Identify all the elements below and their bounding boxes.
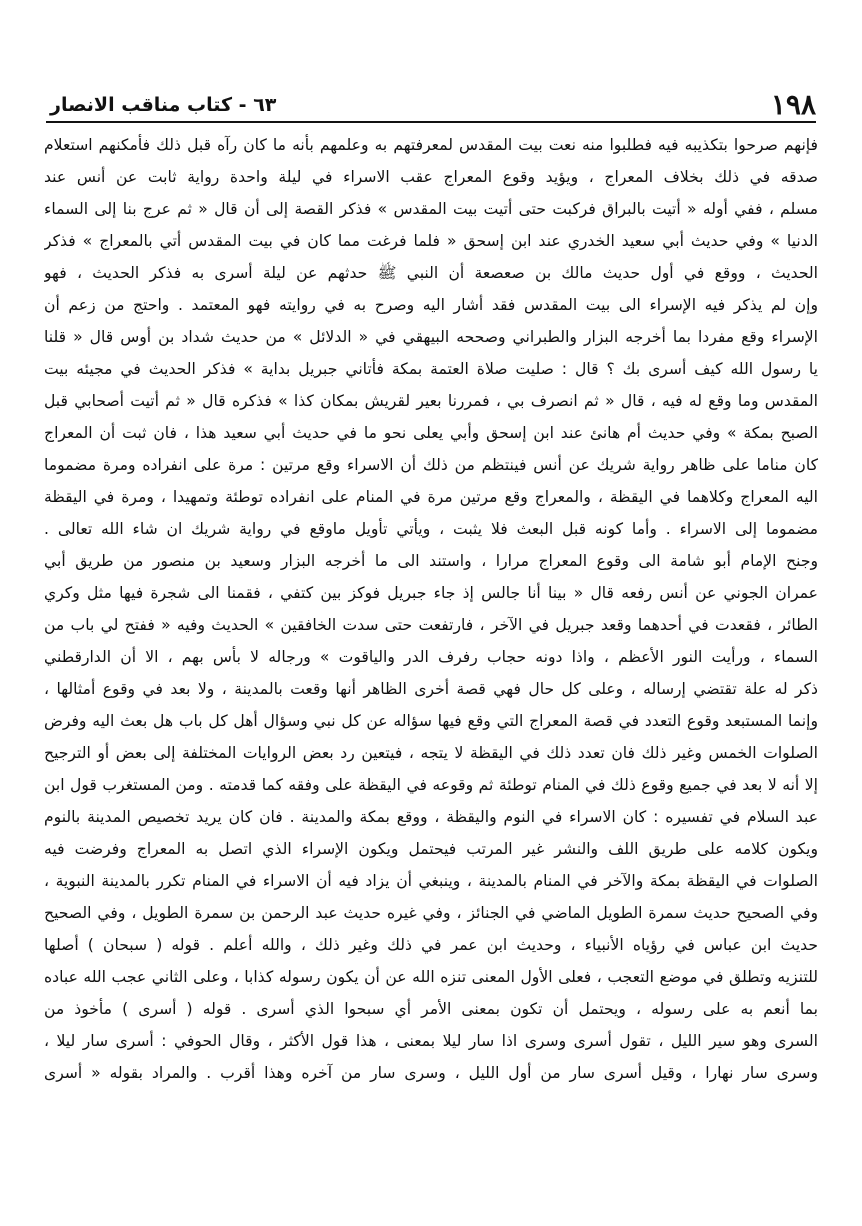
- body-text: [44, 129, 818, 1089]
- text-line: الحديث ، ووقع في أول حديث مالك بن صعصعة أن النبي ﷺ حدثهم عن ليلة أسرى به فذكر الحديث ، فهو: [44, 264, 818, 282]
- text-line: السرى وهو سير الليل ، تقول أسرى وسرى اذا سار ليلا بمعنى ، هذا قول الأكثر ، وقال الحوفي : أسرى سار ليلا ،: [44, 1032, 818, 1050]
- text-line: الصلوات الخمس وغير ذلك فان تعدد ذلك في اليقظة لا يتجه ، فيتعين رد بعض الروايات المختلفة إلى بعض أو الترجيح: [44, 744, 818, 762]
- text-line: كان مناما على ظاهر رواية شريك عن أنس فينتظم من ذلك أن الاسراء وقع مرتين : مرة على انفراده ومرة مضموما: [44, 456, 818, 474]
- text-line: الدنيا » وفي حديث أبي سعيد الخدري عند ابن إسحق « فلما فرغت مما كان في بيت المقدس أتي بالمعراج » فذكر: [44, 232, 818, 250]
- header-rule: [46, 121, 816, 123]
- text-line: الطائر ، فقعدت في أحدهما وقعد جبريل في الآخر ، فارتفعت حتى سدت الخافقين » الحديث وفيه « ففتح لي باب من: [44, 616, 818, 634]
- text-line: السماء ، ورأيت النور الأعظم ، واذا دونه حجاب رفرف الدر والياقوت » ورجاله لا بأس بهم ، الا أن الدارقطني: [44, 648, 818, 666]
- text-line: وجنح الإمام أبو شامة الى وقوع المعراج مرارا ، واستند الى ما أخرجه البزار وسعيد بن منصور من طريق أبي: [44, 552, 818, 570]
- running-title: ٦٣ - كتاب مناقب الانصار: [50, 94, 277, 116]
- text-line: إلا أنه لا بعد في جميع وقوع ذلك في المنام توطئة ثم وقوعه في اليقظة على وفقه كما قدمته . ومن المستغرب قول ابن: [44, 776, 818, 794]
- text-line: للتنزيه وتطلق في موضع التعجب ، فعلى الأول المعنى تنزه الله عن أن يكون رسوله كذابا ، وعلى الثاني عجب الله عباده: [44, 968, 818, 986]
- text-line: صدقه في ذلك بخلاف المعراج ، ويؤيد وقوع المعراج عقب الاسراء في ليلة واحدة رواية ثابت عن أنس عند: [44, 168, 818, 186]
- text-line: الصبح بمكة » وفي حديث أم هانئ عند ابن إسحق وأبي يعلى نحو ما في حديث أبي سعيد هذا ، فان ثبت أن المعراج: [44, 424, 818, 442]
- text-line: الصلوات في اليقظة بمكة والآخر في المنام بالمدينة ، وينبغي أن يزاد فيه أن الاسراء في المنام تكرر بالمدينة النبوية ،: [44, 872, 818, 890]
- text-line: مسلم ، ففي أوله « أتيت بالبراق فركبت حتى أتيت بيت المقدس » فذكر القصة إلى أن قال « ثم عرج بنا إلى السماء: [44, 200, 818, 218]
- text-line: وسرى سار نهارا ، وقيل أسرى سار من أول الليل ، وسرى سار من آخره وهذا أقرب . والمراد بقوله « أسرى: [44, 1064, 818, 1082]
- text-line: وإن لم يذكر فيه الإسراء الى بيت المقدس فقد أشار اليه وصرح به في روايته فهو المعتمد . واحتج من زعم أن: [44, 296, 818, 314]
- text-line: وإنما المستبعد وقوع التعدد في قصة المعراج التي وقع فيها سؤاله عن كل نبي وسؤال أهل كل باب هل بعث اليه وفرض: [44, 712, 818, 730]
- text-line: فإنهم صرحوا بتكذيبه فيه فطلبوا منه نعت بيت المقدس لمعرفتهم به وعلمهم بأنه ما كان رآه قبل ذلك فأمكنهم استعلام: [44, 136, 818, 154]
- text-line: الإسراء وقع مفردا بما أخرجه البزار والطبراني وصححه البيهقي في « الدلائل » من حديث شداد بن أوس قال « قلنا: [44, 328, 818, 346]
- text-line: ذكر له علة تقتضي إرساله ، وعلى كل حال فهي قصة أخرى الظاهر أنها وقعت بالمدينة ، ولا بعد في وقوع أمثالها ،: [44, 680, 818, 698]
- text-line: بما أنعم به على رسوله ، ويحتمل أن تكون بمعنى الأمر أي سبحوا الذي أسرى . قوله ( أسرى ) مأخوذ من: [44, 1000, 818, 1018]
- text-line: عبد السلام في تفسيره : كان الاسراء في النوم واليقظة ، ووقع بمكة والمدينة . فان كان يريد تخصيص المدينة بالنوم: [44, 808, 818, 826]
- text-line: يا رسول الله كيف أسرى بك ؟ قال : صليت صلاة العتمة بمكة فأتاني جبريل بداية » فذكر الحديث في مجيئه بيت: [44, 360, 818, 378]
- text-line: عمران الجوني عن أنس رفعه قال « بينا أنا جالس إذ جاء جبريل فوكز بين كتفي ، فقمنا الى شجرة فيها مثل وكري: [44, 584, 818, 602]
- text-line: مضموما إلى الاسراء . وأما كونه قبل البعث فلا يثبت ، ويأتي تأويل ماوقع في رواية شريك ان شاء الله تعالى .: [44, 520, 818, 538]
- page-header: [46, 88, 816, 122]
- page-number: ١٩٨: [770, 88, 816, 121]
- text-line: اليه المعراج وكلاهما في اليقظة ، والمعراج وقع مرتين مرة في المنام على انفراده توطئة وتمهيدا ، ومرة في اليقظة: [44, 488, 818, 506]
- text-line: المقدس وما وقع له فيه ، قال « ثم انصرف بي ، فمررنا بعير لقريش بمكان كذا » فذكره قال « ثم أتيت أصحابي قبل: [44, 392, 818, 410]
- text-line: حديث ابن عباس في رؤياه الأنبياء ، وحديث ابن عمر في ذلك وغير ذلك ، والله أعلم . قوله ( سبحان ) أصلها: [44, 936, 818, 954]
- text-line: وفي الصحيح حديث سمرة الطويل الماضي في الجنائز ، وفي غيره حديث عبد الرحمن بن سمرة الطويل ، وفي الصحيح: [44, 904, 818, 922]
- text-line: ويكون كلامه على طريق اللف والنشر غير المرتب فيحتمل ويكون الإسراء الذي اتصل به المعراج وفرضت فيه: [44, 840, 818, 858]
